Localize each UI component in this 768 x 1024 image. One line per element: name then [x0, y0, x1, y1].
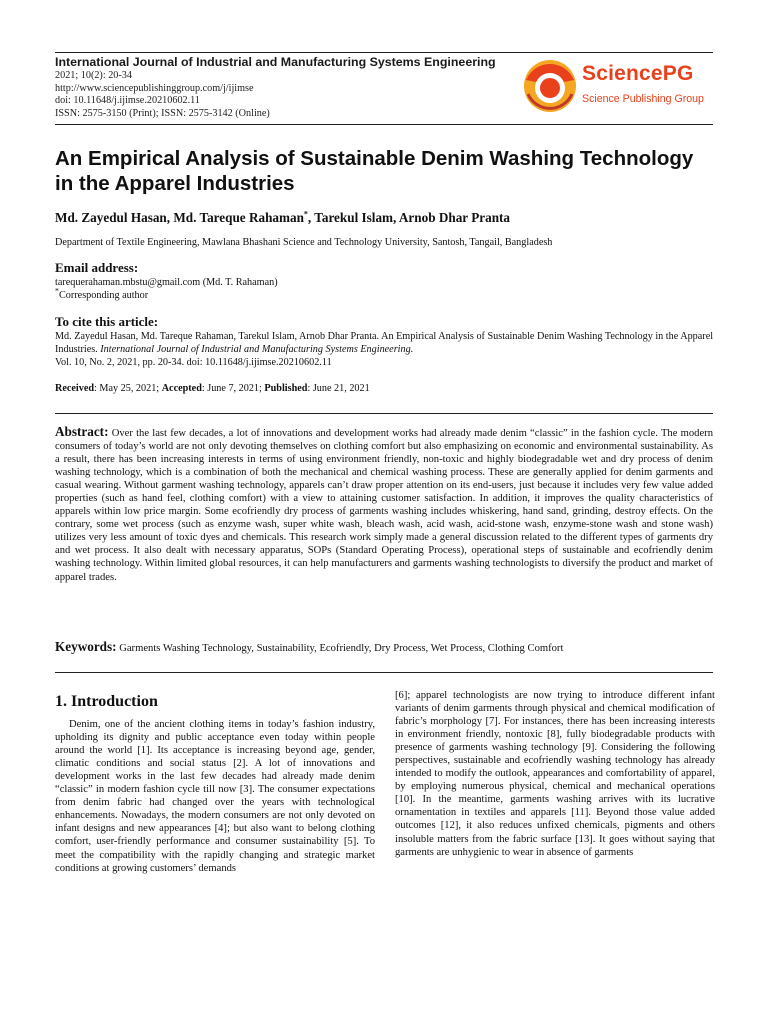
logo-name: SciencePG — [582, 62, 694, 85]
email-block — [55, 260, 715, 302]
published-label: Published — [264, 383, 308, 394]
abstract-top-rule — [55, 413, 713, 414]
keywords-text: Garments Washing Technology, Sustainability, Ecofriendly, Dry Process, Wet Process, Clothing Comfort — [119, 643, 564, 654]
cite-text — [55, 330, 715, 356]
journal-issue: 2021; 10(2): 20-34 — [55, 70, 132, 81]
published-date: : June 21, 2021 — [307, 383, 370, 394]
authors-part1: Md. Zayedul Hasan, Md. Tareque Rahaman — [55, 210, 304, 225]
affiliation: Department of Textile Engineering, Mawlana Bhashani Science and Technology University, Santosh, Tangail, Bangladesh — [55, 237, 553, 248]
body-column-left — [55, 689, 375, 875]
cite-text-authors: Md. Zayedul Hasan, Md. Tareque Rahaman, Tarekul Islam, Arnob Dhar Pranta. An Empirical Analysis of Sustainable Denim Washing Technology in the Apparel Industries. — [55, 331, 714, 355]
sciencepg-logo — [520, 58, 720, 114]
author-list — [55, 210, 510, 226]
journal-url[interactable]: http://www.sciencepublishinggroup.com/j/ijimse — [55, 82, 254, 94]
journal-issn: ISSN: 2575-3150 (Print); ISSN: 2575-3142 (Online) — [55, 107, 270, 119]
abstract-bottom-rule — [55, 672, 713, 673]
intro-paragraph-left: Denim, one of the ancient clothing items in today’s fashion industry, upholding its dignity and public acceptance even today within people around the world [1]. Its acceptance is increasing beyond age, gender, climatic conditions and social status [2]. A lot of innovations and development works in the last few decades had already made denim “classic” in modern fashion cycle till now [3]. The consumer expectations from denim fabric had changed over the years with technological enhancements. Nowadays, the modern consumers are not only devoted on infant designs and new appearances [4]; but also want to belong clothing comfort, user-friendly performance and consumer sustainability [5]. To meet the compatibility with the rapidly changing and strategic market conditions at growing customers’ demands — [55, 719, 375, 874]
received-label: Received — [55, 383, 95, 394]
abstract-text: Over the last few decades, a lot of innovations and development works had already made denim “classic” in the fashion cycle. The modern consumers of today’s world are not only devoting themselves on clothing comfort but also emphasizing on economic and environmental sustainability. As a result, there has been increasing interests in terms of using environment friendly, non-toxic and highly biodegradable wet and dry process of denim washing technology, which is a combination of both the mechanical and chemical washing process. These are generally applied for denim garments and casual wearing. Without garment washing technology, apparels can’t draw proper attention on its end-users, just because it includes very few value added properties (such as hand feel, clothing comfort) with a view to attaining customer satisfaction. In addition, it improves the quality characteristics of apparels within low price margin. Some ecofriendly dry process of garments washing includes whiskering, hand sand, grinding, destroy effects. On the contrary, some wet process (such as enzyme wash, super white wash, bleach wash, acid wash, acid-stone wash, enzyme-stone wash and stone wash) utilizes very less amount of toxic dyes and chemicals. This research work simply made a general discussion related to the different types of garments dry and wet process. It also dealt with necessary apparatus, SOPs (Standard Operating Process), operational steps of sustainable and ecofriendly denim washing technology. Within limited global resources, it can help manufacturers and garments washing technologists to diversify the product and market of apparel trades. — [55, 428, 714, 583]
section-heading-introduction: 1. Introduction — [55, 693, 158, 710]
corresponding-note-mark: * — [55, 286, 59, 296]
citation-block — [55, 314, 715, 369]
top-rule — [55, 52, 713, 53]
cite-volume: Vol. 10, No. 2, 2021, pp. 20-34. doi: 10.11648/j.ijimse.20210602.11 — [55, 357, 332, 368]
corresponding-note-text: Corresponding author — [59, 290, 149, 301]
corresponding-note — [55, 286, 715, 302]
keywords-label: Keywords: — [55, 639, 117, 654]
paper-title: An Empirical Analysis of Sustainable Denim Washing Technology in the Apparel Industries — [55, 147, 694, 195]
body-column-right — [395, 689, 715, 859]
received-date: : May 25, 2021; — [94, 383, 162, 394]
corresponding-mark: * — [303, 209, 308, 219]
email-address[interactable]: tarequerahaman.mbstu@gmail.com (Md. T. Rahaman) — [55, 277, 278, 288]
accepted-date: : June 7, 2021; — [201, 383, 265, 394]
logo-subtitle: Science Publishing Group — [582, 93, 704, 105]
journal-header — [55, 55, 525, 120]
authors-part2: , Tarekul Islam, Arnob Dhar Pranta — [307, 210, 511, 225]
cite-heading: To cite this article: — [55, 314, 159, 329]
abstract — [55, 425, 713, 584]
accepted-label: Accepted — [161, 383, 202, 394]
article-dates — [55, 383, 370, 394]
abstract-label: Abstract: — [55, 424, 109, 439]
intro-paragraph-right: [6]; apparel technologists are now trying to introduce different infant variants of denim garments through physical and chemical modification of fabric’s morphology [7]. For instances, there has been increasing interests in environment friendly, nontoxic [8], fully biodegradable products with presence of garments washing technology [9]. Considering the following perspectives, sustainable and ecofriendly washing technology has already intended to modify the outlook, appearances and comfortability of apparel, by employing numerous physical, chemical and mechanical operations [10]. In the meantime, garments washing arrives with its lucrative ornamentation in textiles and apparels [11]. Beyond those value added outcomes [12], it also reduces unfixed chemicals, pigments and others insoluble matters from the fabric surface [13]. It goes without saying that garments are unhygienic to wear in absence of garments — [395, 690, 715, 858]
journal-doi: doi: 10.11648/j.ijimse.20210602.11 — [55, 95, 200, 107]
keywords — [55, 639, 713, 655]
email-heading: Email address: — [55, 260, 139, 275]
header-rule — [55, 124, 713, 125]
journal-name: International Journal of Industrial and Manufacturing Systems Engineering — [55, 55, 496, 69]
sciencepg-logo-icon — [520, 58, 580, 114]
cite-journal: International Journal of Industrial and Manufacturing Systems Engineering. — [100, 344, 414, 355]
